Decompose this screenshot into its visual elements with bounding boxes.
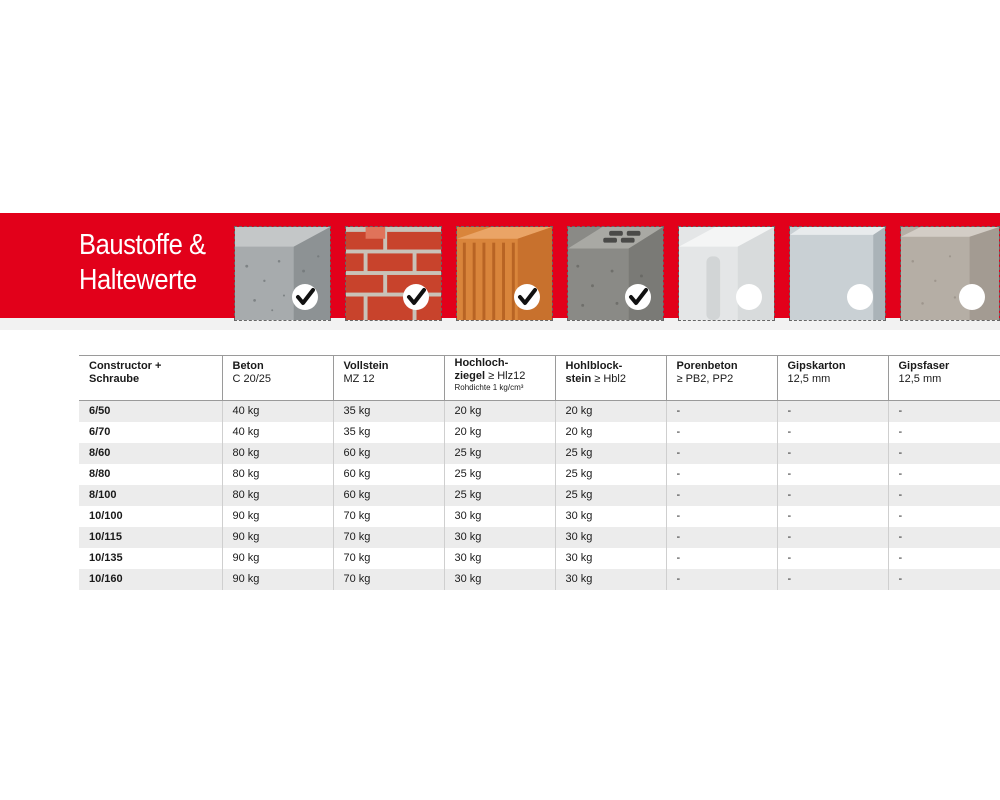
holding-value-cell: 40 kg: [222, 401, 333, 423]
holding-value-cell: -: [666, 401, 777, 423]
holding-value-cell: 25 kg: [444, 485, 555, 506]
header-screw: [79, 356, 222, 401]
material-swatch-hohlblockstein: [567, 226, 664, 321]
header-label-line2: Schraube: [89, 373, 140, 385]
holding-value-cell: -: [666, 422, 777, 443]
holding-value-cell: 60 kg: [333, 443, 444, 464]
holding-value-cell: 30 kg: [444, 548, 555, 569]
holding-value-cell: 30 kg: [444, 506, 555, 527]
holding-value-cell: 25 kg: [555, 464, 666, 485]
screw-size-cell: 6/50: [79, 401, 222, 423]
header-gipskarton: [777, 356, 888, 401]
header-label-line2: stein: [565, 373, 592, 385]
header-label-line2: ziegel: [454, 370, 486, 382]
holding-value-cell: -: [898, 552, 903, 564]
holding-value-cell: -: [888, 401, 1000, 423]
header-label: Vollstein: [343, 360, 389, 372]
header-spec: C 20/25: [232, 373, 272, 385]
gypsum-fiber-image: [901, 227, 999, 320]
title-line-2: Haltewerte: [79, 264, 197, 296]
holding-value-cell: 30 kg: [444, 569, 555, 590]
check-mark-graphic: [403, 284, 429, 310]
screw-size-cell: 10/135: [79, 548, 222, 569]
plasterboard-image: [790, 227, 885, 320]
empty-circle-icon: [847, 284, 873, 310]
header-label: Gipsfaser: [898, 360, 950, 372]
holding-value-cell: -: [777, 548, 888, 569]
header-spec: MZ 12: [343, 373, 375, 385]
holding-value-cell: -: [898, 510, 903, 522]
holding-value-cell: 30 kg: [555, 569, 666, 590]
holding-value-cell: -: [666, 506, 777, 527]
table-row: [79, 443, 1000, 464]
holding-value-cell: -: [898, 426, 903, 438]
table-row: [79, 485, 1000, 506]
check-mark-graphic: [514, 284, 540, 310]
holding-value-cell: 70 kg: [333, 548, 444, 569]
holding-value-cell: -: [666, 569, 777, 590]
material-swatch-hochlochziegel: [456, 226, 553, 321]
header-vollstein: [333, 356, 444, 401]
holding-value-cell: 20 kg: [444, 401, 555, 423]
holding-value-cell: 25 kg: [555, 485, 666, 506]
header-spec: 12,5 mm: [787, 373, 831, 385]
table-header-row: [79, 356, 1000, 401]
header-hohlblockstein: [555, 356, 666, 401]
holding-value-cell: 90 kg: [222, 548, 333, 569]
holding-value-cell: -: [666, 464, 777, 485]
header-label: Gipskarton: [787, 360, 846, 372]
title-line-1: Baustoffe &: [79, 229, 206, 261]
check-mark-graphic: [625, 284, 651, 310]
header-spec: ≥ Hbl2: [594, 373, 626, 385]
header-spec: ≥ Hlz12: [488, 370, 526, 382]
screw-size-cell: 10/115: [79, 527, 222, 548]
holding-value-cell: 20 kg: [555, 422, 666, 443]
holding-value-cell: 80 kg: [222, 443, 333, 464]
holding-value-cell: 90 kg: [222, 506, 333, 527]
holding-value-cell: 30 kg: [555, 527, 666, 548]
holding-value-cell: 70 kg: [333, 506, 444, 527]
holding-value-cell: -: [888, 569, 1000, 590]
table-row: [79, 422, 1000, 443]
header-spec: ≥ PB2, PP2: [676, 373, 734, 385]
screw-size-cell: 8/100: [79, 485, 222, 506]
holding-value-cell: 60 kg: [333, 485, 444, 506]
page-title: [79, 228, 211, 298]
header-hochlochziegel: [444, 356, 555, 401]
material-swatch-beton: [234, 226, 331, 321]
holding-value-cell: -: [777, 506, 888, 527]
header-label: Hohlblock-: [565, 360, 623, 372]
holding-value-cell: 20 kg: [555, 401, 666, 423]
material-swatch-gipskarton: [789, 226, 886, 321]
table-body: [79, 401, 1000, 591]
table-row: [79, 506, 1000, 527]
holding-value-cell: 40 kg: [222, 422, 333, 443]
empty-circle-icon: [959, 284, 985, 310]
check-icon: [403, 284, 429, 310]
holding-value-cell: -: [666, 527, 777, 548]
screw-size-cell: 8/60: [79, 443, 222, 464]
holding-value-cell: 90 kg: [222, 569, 333, 590]
header-note: Rohdichte 1 kg/cm³: [454, 383, 524, 392]
material-swatch-gipsfaser: [900, 226, 1000, 321]
holding-value-cell: -: [898, 468, 903, 480]
header-porenbeton: [666, 356, 777, 401]
header-label: Hochloch-: [454, 357, 509, 369]
screw-size-cell: 10/100: [79, 506, 222, 527]
header-gipsfaser: [888, 356, 1000, 401]
table-row: [79, 569, 1000, 590]
holding-value-cell: 25 kg: [444, 464, 555, 485]
holding-value-cell: 20 kg: [444, 422, 555, 443]
holding-values-table: [79, 355, 1000, 590]
header-label: Porenbeton: [676, 360, 738, 372]
holding-value-cell: -: [777, 527, 888, 548]
holding-value-cell: 70 kg: [333, 569, 444, 590]
table-row: [79, 527, 1000, 548]
holding-value-cell: -: [777, 464, 888, 485]
header-beton: [222, 356, 333, 401]
holding-value-cell: -: [666, 485, 777, 506]
holding-value-cell: -: [888, 443, 1000, 464]
empty-circle-icon: [736, 284, 762, 310]
holding-value-cell: 80 kg: [222, 485, 333, 506]
holding-value-cell: 90 kg: [222, 527, 333, 548]
holding-value-cell: 25 kg: [555, 443, 666, 464]
aerated-concrete-image: [679, 227, 774, 320]
check-mark-graphic: [292, 284, 318, 310]
holding-value-cell: -: [777, 401, 888, 423]
material-swatch-porenbeton: [678, 226, 775, 321]
holding-value-cell: -: [888, 527, 1000, 548]
screw-size-cell: 8/80: [79, 464, 222, 485]
holding-value-cell: -: [666, 548, 777, 569]
material-swatch-vollstein: [345, 226, 442, 321]
holding-value-cell: -: [666, 443, 777, 464]
header-spec: 12,5 mm: [898, 373, 942, 385]
holding-value-cell: -: [777, 422, 888, 443]
holding-value-cell: 70 kg: [333, 527, 444, 548]
table-row: [79, 464, 1000, 485]
holding-value-cell: -: [777, 569, 888, 590]
screw-size-cell: 10/160: [79, 569, 222, 590]
screw-size-cell: 6/70: [79, 422, 222, 443]
holding-value-cell: -: [777, 485, 888, 506]
holding-value-cell: -: [777, 443, 888, 464]
holding-value-cell: 35 kg: [333, 422, 444, 443]
header-label: Beton: [232, 360, 264, 372]
holding-value-cell: 60 kg: [333, 464, 444, 485]
holding-value-cell: 35 kg: [333, 401, 444, 423]
check-icon: [625, 284, 651, 310]
holding-value-cell: 80 kg: [222, 464, 333, 485]
holding-value-cell: 30 kg: [555, 506, 666, 527]
table-row: [79, 548, 1000, 569]
holding-value-cell: 30 kg: [444, 527, 555, 548]
check-icon: [292, 284, 318, 310]
header-label: Constructor +: [89, 360, 162, 372]
check-icon: [514, 284, 540, 310]
holding-value-cell: 30 kg: [555, 548, 666, 569]
holding-value-cell: 25 kg: [444, 443, 555, 464]
table-row: [79, 401, 1000, 423]
holding-value-cell: -: [888, 485, 1000, 506]
